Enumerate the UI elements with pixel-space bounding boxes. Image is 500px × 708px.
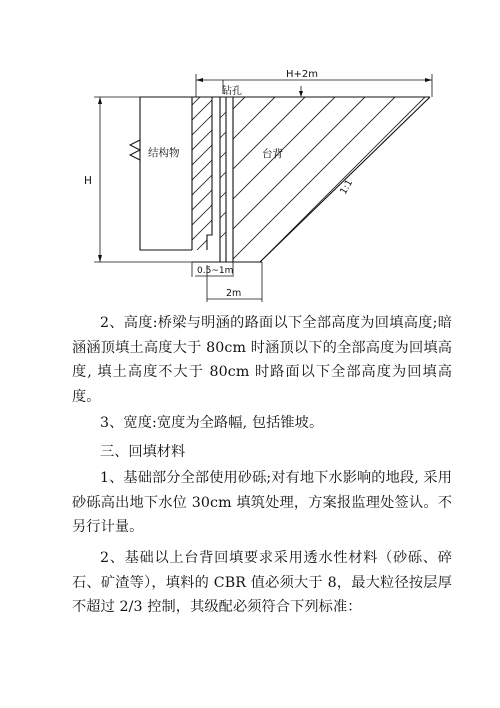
dimension-arrowheads: [98, 78, 432, 262]
diagram-outlines: [94, 74, 432, 302]
drill-label: 钻孔: [222, 86, 242, 97]
drill-hatching: [220, 112, 226, 238]
section-heading-materials: 三、回填材料: [100, 444, 186, 460]
structure-label: 结构物: [148, 147, 180, 159]
height-label: H: [84, 175, 92, 187]
paragraph-width: 3、宽度:宽度为全路幅, 包括锥坡。: [100, 415, 324, 431]
backfill-hatching: [45, 97, 455, 267]
paragraph-height: 2、高度:桥梁与明涵的路面以下全部高度为回填高度;暗涵涵顶填土高度大于 80cm 时涵顶以下的全部高度为回填高度, 填土高度不大于 80cm 时路面以下全部高度为回填高度。: [72, 315, 452, 405]
slope-label: 1:1: [338, 177, 356, 197]
backfill-cross-section-diagram: [0, 0, 500, 310]
base-width-label: 2m: [226, 288, 242, 299]
backfill-label: 台背: [262, 148, 283, 160]
top-width-label: H+2m: [285, 69, 319, 80]
paragraph-foundation-material: 1、基础部分全部使用砂砾;对有地下水影响的地段, 采用砂砾高出地下水位 30cm 填筑处理，方案报监理处签认。不另行计量。: [72, 470, 452, 535]
paragraph-backfill-material: 2、基础以上台背回填要求采用透水性材料（砂砾、碎石、矿渣等），填料的 CBR 值必须大于 8，最大粒径按层厚不超过 2/3 控制，其级配必须符合下列标准：: [72, 550, 452, 615]
gap-label: 0.5~1m: [197, 266, 234, 276]
